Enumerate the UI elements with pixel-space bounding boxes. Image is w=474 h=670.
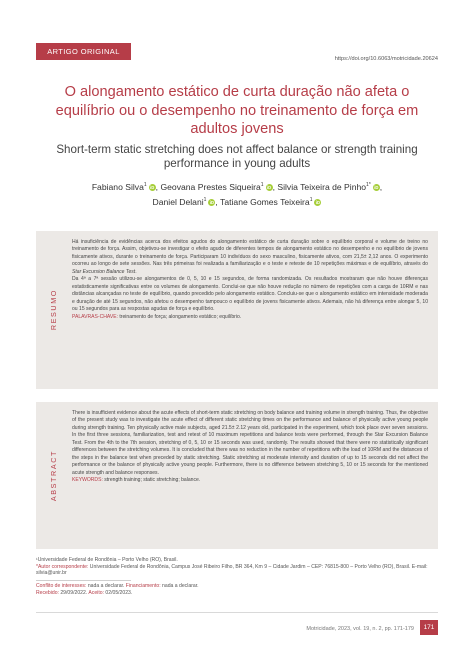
page-number: 171	[420, 620, 438, 635]
author	[220, 197, 321, 207]
received-date: 29/09/2022.	[58, 589, 89, 596]
accepted-date: 02/05/2023.	[103, 589, 133, 596]
author-name: Daniel Delani	[152, 196, 204, 207]
abstract-section	[36, 402, 438, 549]
conflict-funding-note	[36, 583, 438, 590]
affiliation-note: ¹Universidade Federal de Rondônia – Porto Velho (RO), Brasil.	[36, 557, 178, 563]
author-name: Geovana Prestes Siqueira	[160, 181, 261, 192]
funding-label: Financiamento:	[125, 582, 161, 589]
orcid-icon[interactable]: iD	[150, 185, 155, 191]
keywords-text: strength training; static stretching; balance.	[102, 477, 201, 484]
orcid-icon[interactable]: iD	[374, 185, 379, 191]
abstract-paragraph: There is insufficient evidence about the acute effects of short-term static stretching on body balance and training volume in strength training. Thus, the objective of the present study was to investigate the acute effect of different static stretching times on the performance and balance of physically active young people during strength training. Ten physically active male subjects, aged 21.5± 2.12 years old, participated in the experiment, which took place over seven sessions. In the first three sessions, familiarization, test and retest of 10 maximum repetitions and balance tests were performed, through the Star Excursion Balance Test. From the 4th to the 7th session, stretching of 0, 5, 10 or 15 seconds was used, randomly. The results showed that there were no statistically significant differences between the stretching volumes. It is concluded that there was no reduction in the number of repetitions with the load of 10RM and the distances of the steps in the balance test when preceded by static stretching. Static stretching at moderate intensity and duration of up to 15 seconds did not affect the performance or the balance of physically active young people. Furthermore, there is no difference between stretching 5, 10 or 15 seconds for the mentioned acute strength and balance responses.	[72, 410, 428, 476]
dates-note	[36, 590, 438, 597]
resumo-p1-end: .	[135, 268, 137, 275]
affiliation-marker: 1*	[366, 182, 371, 188]
resumo-paragraph-1	[72, 239, 428, 276]
orcid-icon[interactable]: iD	[209, 199, 215, 205]
title-english: Short-term static stretching does not affect balance or strength training performance in young adults	[56, 143, 418, 170]
keywords-label: KEYWORDS:	[72, 477, 103, 484]
orcid-icon[interactable]: iD	[266, 185, 272, 191]
author	[153, 197, 216, 207]
resumo-side-label	[42, 231, 64, 389]
footnote-divider	[36, 580, 131, 581]
journal-citation: Motricidade, 2023, vol. 19, n. 2, pp. 171-179	[306, 626, 414, 632]
accepted-label: Aceito:	[88, 589, 104, 596]
resumo-p1-text: Há insuficiência de evidências acerca dos efeitos agudos do alongamento estático de curta duração sobre o equilíbrio corporal e volume de treino no treinamento de força. Assim, objetivou-se investigar o efeito agudo de diferentes tempos de alongamento estático no desempenho e no equilíbrio de jovens fisicamente ativos, durante o treinamento de força. Participaram 10 indivíduos do sexo masculino, fisicamente ativos, com 21,5± 2,12 anos. O experimento ocorreu ao longo de sete sessões. Nas três primeiras foi realizada a familiarização e o teste e reteste de 10 repetições máximas e de equilíbrio, através do	[72, 239, 428, 268]
abstract-side-label	[42, 402, 64, 549]
resumo-text	[72, 239, 428, 321]
resumo-keywords	[72, 314, 428, 321]
affiliation-marker: 1	[143, 182, 147, 188]
resumo-section	[36, 231, 438, 389]
affiliation-marker: 1	[309, 196, 313, 203]
affiliation-marker: 1	[260, 182, 264, 188]
abstract-label: ABSTRACT	[48, 449, 58, 502]
article-type-tag: ARTIGO ORIGINAL	[36, 43, 131, 60]
footnotes	[36, 557, 438, 596]
author-name: Fabiano Silva	[91, 181, 144, 192]
corresponding-text: Universidade Federal de Rondônia, Campus José Ribeiro Filho, BR 364, Km 9 – Cidade Jardim – CEP: 76815-800 – Porto Velho (RO), Brasil. E-mail: silvia@unir.br	[36, 563, 428, 577]
title-portuguese: O alongamento estático de curta duração não afeta o equilíbrio ou o desempenho no treinamento de força em adultos jovens	[55, 84, 419, 137]
resumo-test-name: Star Excursion Balance Test	[72, 268, 136, 275]
resumo-paragraph-2: Da 4ª a 7ª sessão utilizou-se alongamentos de 0, 5, 10 e 15 segundos, de forma randomizada. Os resultados mostraram que não houve diferenças estatisticamente significativas entre os volumes de alongamento. Conclui-se que não houve redução no número de repetições com a carga de 10RM e nas distâncias alcançadas no teste de equilíbrio, quando precedido pelo alongamento estático. Concluiu-se que o alongamento estático em intensidade moderada e duração de até 15 segundos, não afetou o desempenho tampouco o equilíbrio de jovens fisicamente ativos. Ademais, não há diferença entre alongar 5, 10 ou 15 segundos para as respostas agudas de força e equilíbrio.	[72, 276, 428, 313]
author-list: Fabiano Silva$^1$ iD, Geovana Prestes Siqueira$^1$ iD, Silvia Teixeira de Pinho$^{1*}$ iD, Daniel Delani$^1$ iD, Tatiane Gomes Teixeira$^1$ iD	[91, 181, 383, 207]
author-name: Silvia Teixeira de Pinho	[277, 181, 367, 192]
footer-divider	[36, 612, 438, 613]
abstract-keywords	[72, 477, 428, 484]
orcid-icon[interactable]: iD	[315, 199, 321, 205]
corresponding-author-note	[36, 564, 438, 577]
author	[92, 182, 156, 192]
conflict-label: Conflito de interesses:	[36, 582, 87, 589]
author-name: Tatiane Gomes Teixeira	[220, 196, 310, 207]
doi-link[interactable]: https://doi.org/10.6063/motricidade.20624	[334, 56, 438, 62]
resumo-label: RESUMO	[48, 289, 58, 331]
funding-text: nada a declarar.	[160, 582, 199, 589]
author	[160, 182, 272, 192]
abstract-text	[72, 410, 428, 485]
keywords-label: PALAVRAS-CHAVE:	[72, 313, 118, 320]
author	[277, 182, 379, 192]
corresponding-label: *Autor correspondente:	[36, 563, 89, 570]
conflict-text: nada a declarar.	[86, 582, 126, 589]
affiliation-marker: 1	[203, 196, 207, 203]
keywords-text: treinamento de força; alongamento estático; equilíbrio.	[118, 313, 242, 320]
received-label: Recebido:	[36, 589, 59, 596]
